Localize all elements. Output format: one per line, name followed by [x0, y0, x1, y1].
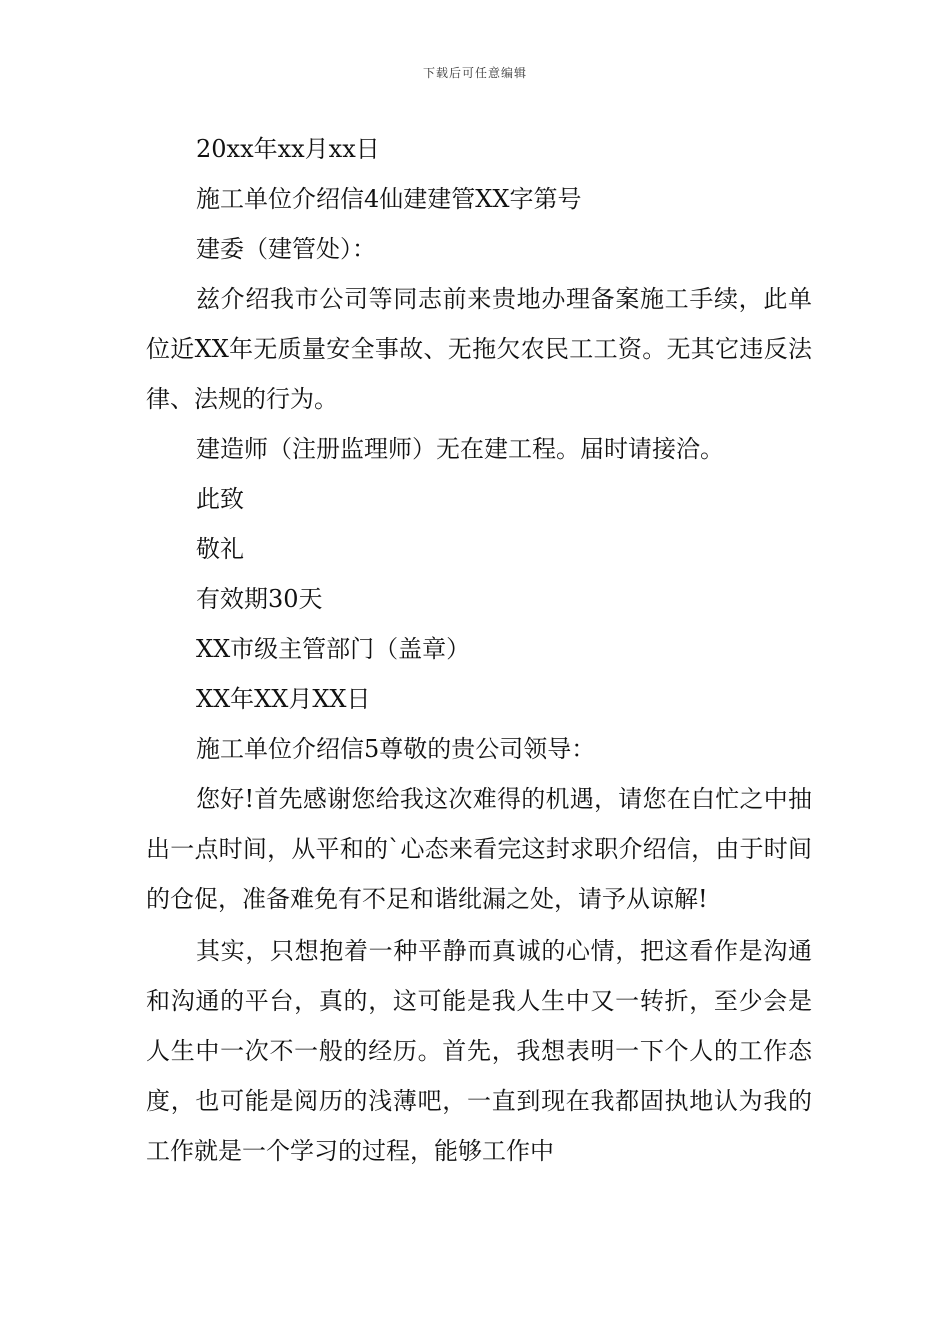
body-paragraph: 其实，只想抱着一种平静而真诚的心情，把这看作是沟通和沟通的平台，真的，这可能是我人生中又一转折，至少会是人生中一次不一般的经历。首先，我想表明一下个人的工作态度，也可能是阅历的浅薄吧，一直到现在我都固执地认为我的工作就是一个学习的过程，能够工作中	[146, 937, 812, 1165]
issue-date: XX年XX月XX日	[196, 685, 371, 713]
greeting-paragraph: 您好!首先感谢您给我这次难得的机遇，请您在白忙之中抽出一点时间，从平和的`心态来看完这封求职介绍信，由于时间的仓促，准备难免有不足和谐纰漏之处，请予从谅解!	[146, 785, 812, 913]
salutation: 建委（建管处）：	[196, 235, 376, 263]
document-body	[146, 124, 812, 1176]
letter-title-4: 施工单位介绍信4仙建建管XX字第号	[196, 185, 582, 213]
intro-paragraph: 兹介绍我市公司等同志前来贵地办理备案施工手续，此单位近XX年无质量安全事故、无拖欠农民工工资。无其它违反法律、法规的行为。	[146, 285, 812, 413]
validity-line: 有效期30天	[196, 585, 323, 613]
issuer-line: XX市级主管部门（盖章）	[196, 635, 471, 663]
engineer-paragraph: 建造师（注册监理师）无在建工程。届时请接洽。	[196, 435, 724, 463]
closing-1: 此致	[196, 485, 244, 513]
page-header: 下载后可任意编辑	[422, 66, 527, 80]
letter-title-5: 施工单位介绍信5尊敬的贵公司领导：	[196, 735, 596, 763]
closing-2: 敬礼	[196, 535, 244, 563]
date-line: 20xx年xx月xx日	[196, 135, 380, 163]
